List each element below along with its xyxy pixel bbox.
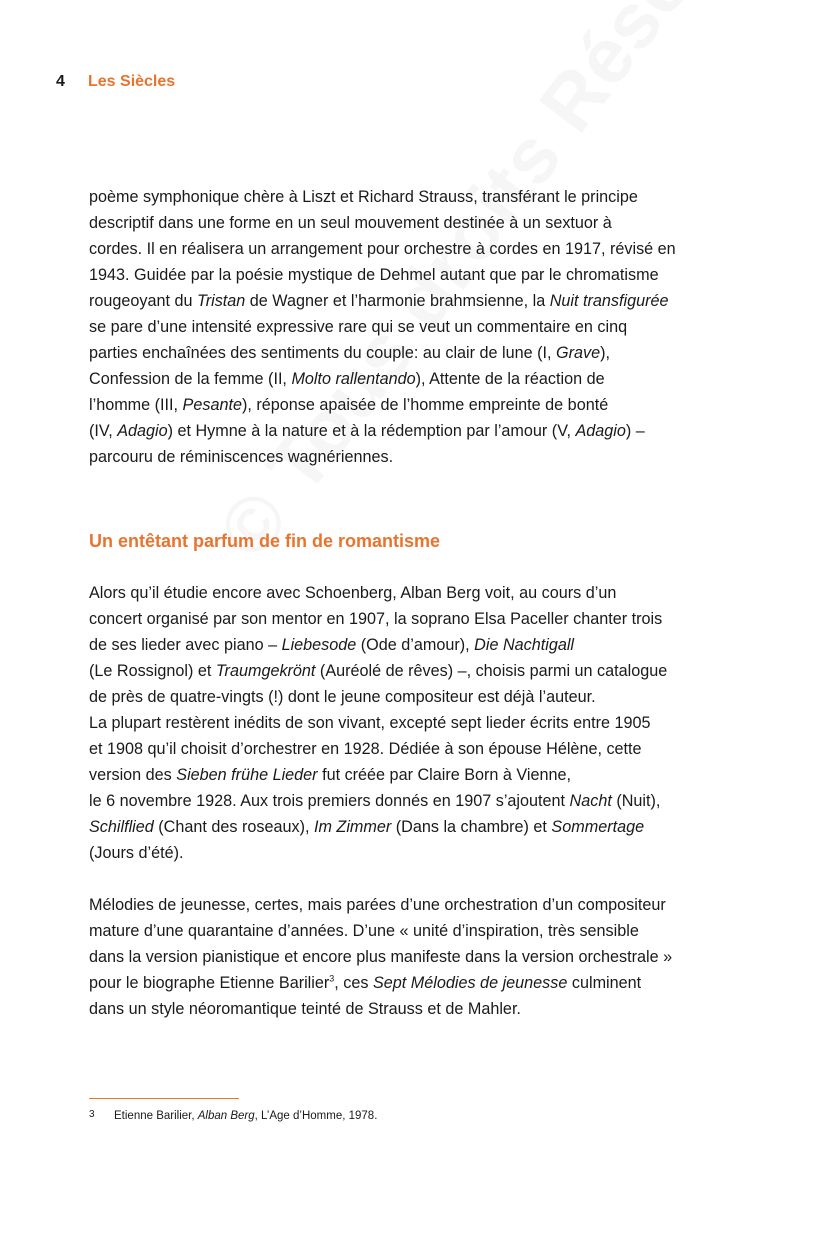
italic-text: Alban Berg: [197, 1110, 255, 1122]
text-run: se pare d’une intensité expressive rare qui se veut un commentaire en cinq: [89, 318, 628, 336]
text-run: (Ode d’amour),: [356, 636, 475, 654]
text-line: [89, 314, 749, 340]
italic-text: Sieben frühe Lieder: [176, 766, 318, 784]
text-line: [89, 944, 749, 970]
text-run: ),: [600, 344, 611, 362]
text-run: ) et Hymne à la nature et à la rédemption par l’amour (V,: [167, 422, 576, 440]
text-run: Alors qu’il étudie encore avec Schoenberg, Alban Berg voit, au cours d’un: [89, 584, 617, 602]
footnote-separator: [89, 1098, 239, 1099]
text-line: [89, 970, 749, 996]
text-line: [89, 606, 749, 632]
text-line: [89, 392, 749, 418]
italic-text: Adagio: [575, 422, 626, 440]
text-run: 1943. Guidée par la poésie mystique de Dehmel autant que par le chromatisme: [89, 266, 659, 284]
text-line: [89, 814, 749, 840]
text-run: mature d’une quarantaine d’années. D’une « unité d’inspiration, très sensible: [89, 922, 639, 940]
text-run: ) –: [625, 422, 645, 440]
body-paragraph-1: [89, 184, 749, 470]
text-line: [89, 444, 749, 470]
italic-text: Die Nachtigall: [474, 636, 575, 654]
text-run: et 1908 qu’il choisit d’orchestrer en 1928. Dédiée à son épouse Hélène, cette: [89, 740, 642, 758]
italic-text: Sept Mélodies de jeunesse: [372, 974, 568, 992]
text-run: cordes. Il en réalisera un arrangement pour orchestre à cordes en 1917, révisé en: [89, 240, 676, 258]
italic-text: Adagio: [117, 422, 168, 440]
page-number: 4: [56, 73, 65, 90]
text-run: parcouru de réminiscences wagnériennes.: [89, 448, 394, 466]
text-line: [89, 236, 749, 262]
text-run: de près de quatre-vingts (!) dont le jeune compositeur est déjà l’auteur.: [89, 688, 596, 706]
footnote: [89, 1107, 377, 1124]
text-run: culminent: [567, 974, 642, 992]
text-line: [89, 658, 749, 684]
italic-text: Liebesode: [281, 636, 357, 654]
text-line: [89, 762, 749, 788]
text-run: poème symphonique chère à Liszt et Richard Strauss, transférant le principe: [89, 188, 638, 206]
text-run: Confession de la femme (II,: [89, 370, 292, 388]
italic-text: Grave: [556, 344, 601, 362]
footnote-reference: 3: [329, 973, 335, 984]
text-line: [89, 996, 749, 1022]
text-run: (Dans la chambre) et: [391, 818, 552, 836]
text-run: Mélodies de jeunesse, certes, mais parées d’une orchestration d’un compositeur: [89, 896, 666, 914]
text-run: dans la version pianistique et encore plus manifeste dans la version orchestrale »: [89, 948, 673, 966]
text-line: [89, 788, 749, 814]
text-run: (Jours d’été).: [89, 844, 184, 862]
text-line: [89, 288, 749, 314]
text-run: (Chant des roseaux),: [153, 818, 314, 836]
body-paragraph-2: [89, 580, 749, 866]
italic-text: Nacht: [569, 792, 612, 810]
text-run: ), Attente de la réaction de: [415, 370, 605, 388]
text-line: [89, 632, 749, 658]
footnote-text: [114, 1110, 377, 1122]
text-run: dans un style néoromantique teinté de Strauss et de Mahler.: [89, 1000, 521, 1018]
text-line: [89, 736, 749, 762]
text-run: (IV,: [89, 422, 118, 440]
text-line: [89, 892, 749, 918]
text-line: [89, 580, 749, 606]
text-line: [89, 684, 749, 710]
text-run: de Wagner et l’harmonie brahmsienne, la: [245, 292, 550, 310]
italic-text: Molto rallentando: [291, 370, 416, 388]
text-run: de ses lieder avec piano –: [89, 636, 282, 654]
text-line: [89, 210, 749, 236]
text-line: [89, 184, 749, 210]
text-run: concert organisé par son mentor en 1907, la soprano Elsa Paceller chanter trois: [89, 610, 663, 628]
italic-text: Im Zimmer: [313, 818, 392, 836]
italic-text: Traumgekrönt: [215, 662, 316, 680]
text-run: rougeoyant du: [89, 292, 198, 310]
text-line: [89, 262, 749, 288]
section-heading: Un entêtant parfum de fin de romantisme: [89, 531, 441, 551]
text-run: La plupart restèrent inédits de son vivant, excepté sept lieder écrits entre 1905: [89, 714, 651, 732]
text-run: ), réponse apaisée de l’homme empreinte de bonté: [241, 396, 609, 414]
footnote-marker: 3: [89, 1109, 95, 1120]
journal-title: Les Siècles: [88, 73, 176, 90]
text-run: Etienne Barilier,: [114, 1110, 198, 1122]
text-line: [89, 918, 749, 944]
text-run: (Le Rossignol) et: [89, 662, 216, 680]
running-header: [56, 72, 175, 92]
text-line: [89, 840, 749, 866]
text-run: (Nuit),: [611, 792, 661, 810]
text-run: (Auréolé de rêves) –, choisis parmi un catalogue: [315, 662, 668, 680]
text-run: descriptif dans une forme en un seul mouvement destinée à un sextuor à: [89, 214, 612, 232]
italic-text: Pesante: [182, 396, 242, 414]
text-run: , ces: [334, 974, 373, 992]
italic-text: Sommertage: [551, 818, 645, 836]
text-line: [89, 710, 749, 736]
text-run: version des: [89, 766, 177, 784]
text-run: pour le biographe Etienne Barilier: [89, 974, 330, 992]
text-run: fut créée par Claire Born à Vienne,: [317, 766, 572, 784]
body-paragraph-3: [89, 892, 749, 1022]
text-run: le 6 novembre 1928. Aux trois premiers donnés en 1907 s’ajoutent: [89, 792, 570, 810]
text-run: , L’Age d’Homme, 1978.: [254, 1110, 378, 1122]
text-run: parties enchaînées des sentiments du couple: au clair de lune (I,: [89, 344, 557, 362]
italic-text: Tristan: [197, 292, 246, 310]
text-line: [89, 418, 749, 444]
italic-text: Schilflied: [89, 818, 154, 836]
text-line: [89, 340, 749, 366]
text-run: l’homme (III,: [89, 396, 183, 414]
text-line: [89, 366, 749, 392]
italic-text: Nuit transfigurée: [549, 292, 669, 310]
